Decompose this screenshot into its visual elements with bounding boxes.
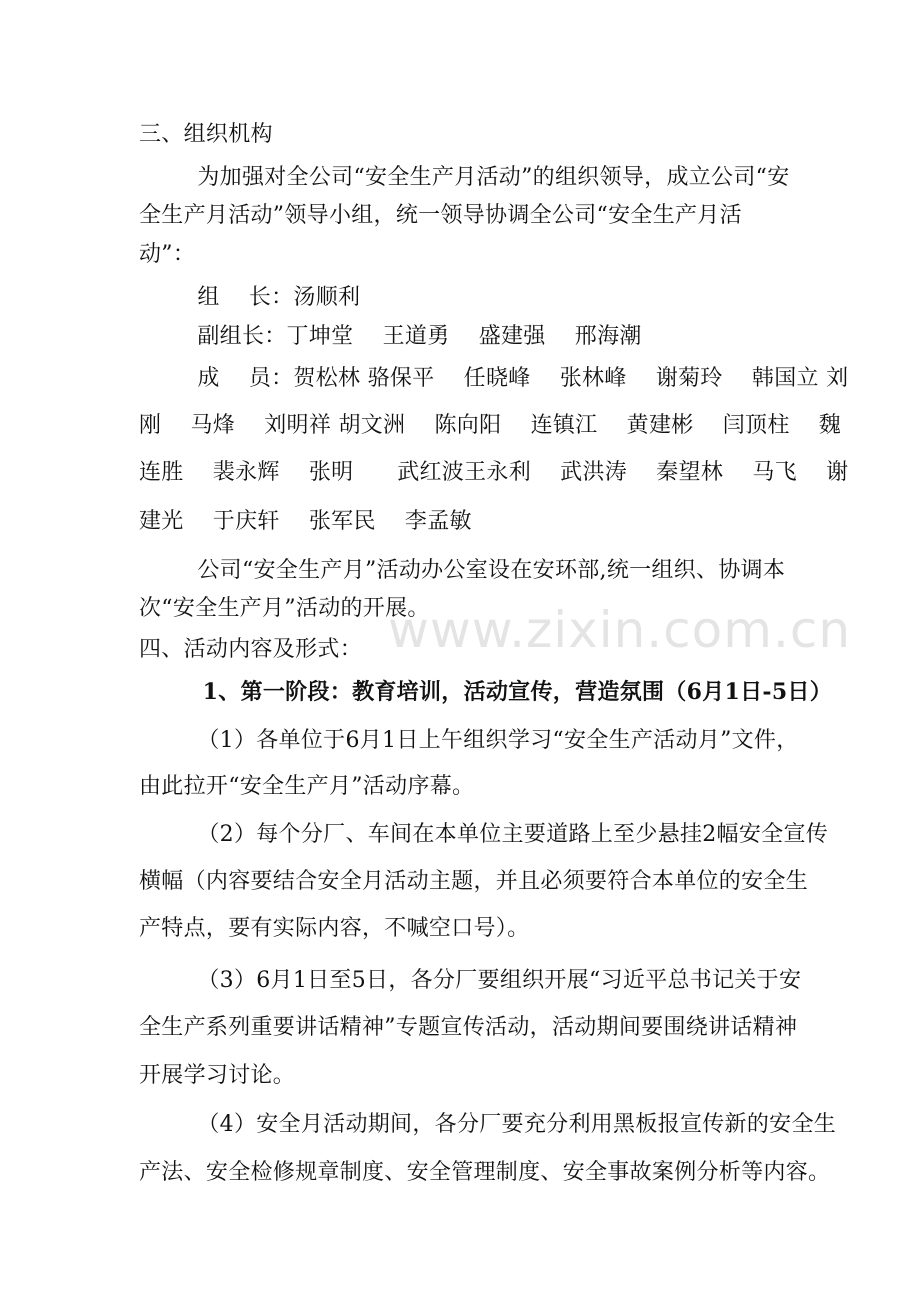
item-4-line: （4）安全月活动期间，各分厂要充分利用黑板报宣传新的安全生: [139, 1112, 837, 1137]
members-line: 刚 马烽 刘明祥 胡文洲 陈向阳 连镇江 黄建彬 闫顶柱 魏: [139, 413, 842, 438]
item-1-line: 由此拉开“安全生产月”活动序幕。: [139, 774, 475, 799]
section-heading-activities: 四、活动内容及形式：: [139, 637, 363, 662]
paragraph-line: 动”：: [139, 242, 196, 267]
leader-line: 组 长：汤顺利: [139, 285, 361, 310]
item-4-line: 产法、安全检修规章制度、安全管理制度、安全事故案例分析等内容。: [139, 1160, 831, 1185]
paragraph-line: 次“安全生产月”活动的开展。: [139, 596, 430, 621]
item-1-line: （1）各单位于6月1日上午组织学习“安全生产活动月”文件，: [139, 728, 799, 753]
item-2-line: 横幅（内容要结合安全月活动主题，并且必须要符合本单位的安全生: [139, 869, 809, 894]
members-line: 建光 于庆轩 张军民 李孟敏: [139, 509, 472, 534]
deputy-leader-line: 副组长：丁坤堂 王道勇 盛建强 邢海潮: [139, 324, 642, 349]
members-line: 成 员：贺松林 骆保平 任晓峰 张林峰 谢菊玲 韩国立 刘: [139, 366, 849, 391]
item-3-line: 开展学习讨论。: [139, 1063, 296, 1088]
watermark: www.zixin.com.cn: [388, 601, 852, 659]
paragraph-line: 全生产月活动”领导小组，统一领导协调全公司“安全生产月活: [139, 203, 742, 228]
paragraph-line: 公司“安全生产月”活动办公室设在安环部,统一组织、协调本: [139, 558, 786, 583]
phase-one-heading: 1、第一阶段：教育培训，活动宣传，营造氛围（6月1日-5日）: [139, 679, 833, 705]
item-3-line: （3）6月1日至5日，各分厂要组织开展“习近平总书记关于安: [139, 968, 802, 993]
item-3-line: 全生产系列重要讲话精神”专题宣传活动，活动期间要围绕讲话精神: [139, 1015, 798, 1040]
members-line: 连胜 裴永辉 张明 武红波王永利 武洪涛 秦望林 马飞 谢: [139, 460, 849, 485]
item-2-line: （2）每个分厂、车间在本单位主要道路上至少悬挂2幅安全宣传: [139, 822, 829, 847]
item-2-line: 产特点，要有实际内容，不喊空口号）。: [139, 916, 530, 941]
paragraph-line: 为加强对全公司“安全生产月活动”的组织领导，成立公司“安: [139, 165, 790, 190]
section-heading-organization: 三、组织机构: [139, 122, 273, 147]
